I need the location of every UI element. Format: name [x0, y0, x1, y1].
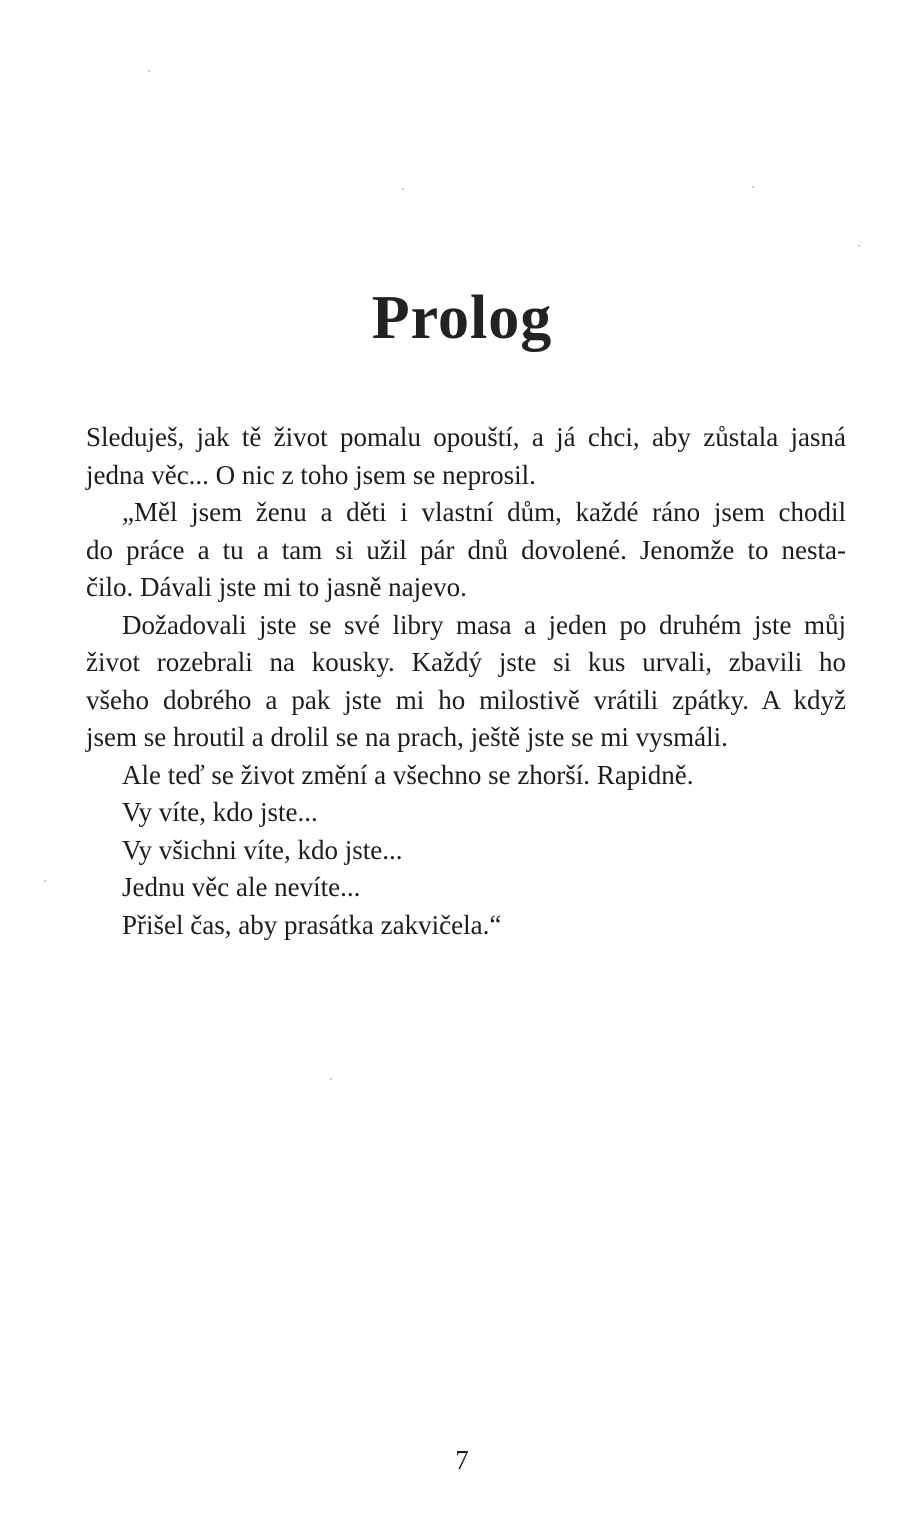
paper-speck [330, 1078, 332, 1080]
paper-speck [858, 245, 860, 247]
chapter-title: Prolog [371, 283, 553, 352]
paragraph-7 [86, 869, 846, 907]
paper-speck [148, 70, 150, 72]
text-line: Přišel čas, aby prasátka zakvičela.“ [122, 909, 502, 940]
text-line: Sleduješ, jak tě život pomalu opouští, a já chci, aby zůstala jasná [86, 422, 846, 452]
text-line: Vy všichni víte, kdo jste... [122, 834, 403, 865]
paragraph-2 [86, 494, 846, 607]
text-line: „Měl jsem ženu a děti i vlastní dům, každé ráno jsem chodil [122, 497, 846, 527]
paragraph-3 [86, 607, 846, 757]
paragraph-4 [86, 757, 846, 795]
paragraph-8 [86, 907, 846, 945]
paper-speck [752, 186, 754, 188]
text-line: Ale teď se život změní a všechno se zhorší. Rapidně. [122, 759, 694, 790]
paragraph-1 [86, 419, 846, 494]
text-line: všeho dobrého a pak jste mi ho milostivě vrátili zpátky. A když [86, 684, 846, 715]
page-number: 7 [455, 1445, 469, 1475]
body-text [86, 419, 846, 944]
text-line: Dožadovali jste se své libry masa a jeden po druhém jste můj [122, 609, 846, 640]
text-line: Vy víte, kdo jste... [122, 797, 318, 827]
paragraph-6 [86, 832, 846, 870]
text-line: čilo. Dávali jste mi to jasně najevo. [86, 572, 467, 602]
text-line: jedna věc... O nic z toho jsem se neprosil. [86, 459, 536, 490]
text-line: do práce a tu a tam si užil pár dnů dovolené. Jenomže to nesta- [86, 534, 846, 565]
text-line: Jednu věc ale nevíte... [122, 872, 361, 902]
text-line: jsem se hroutil a drolil se na prach, ještě jste se mi vysmáli. [86, 722, 728, 752]
text-line: život rozebrali na kousky. Každý jste si kus urvali, zbavili ho [86, 647, 846, 677]
paper-speck [402, 188, 404, 190]
paper-speck [44, 880, 46, 882]
paragraph-5 [86, 794, 846, 832]
